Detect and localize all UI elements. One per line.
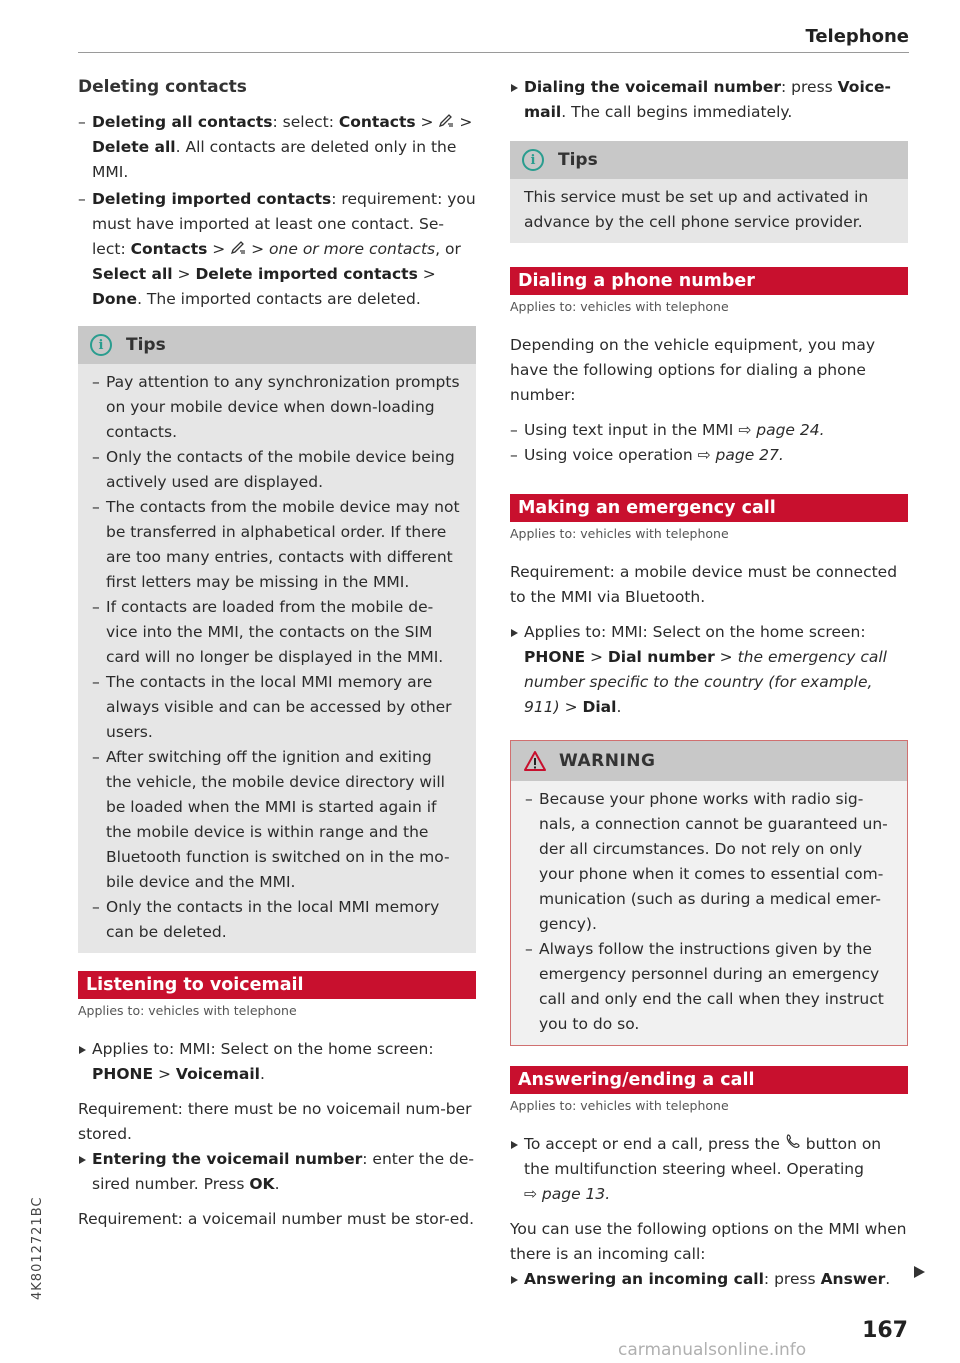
step-text: To accept or end a call, press the xyxy=(524,1135,785,1153)
warning-item: – Because your phone works with radio sig-nals, a connection cannot be guaranteed un-der all circumstances. Do not rely on only your phone when it comes to essential com-munication (such as during a medical emer-gency). xyxy=(525,787,893,937)
requirement-text: Requirement: there must be no voicemail num-ber stored. xyxy=(78,1100,472,1143)
step-text: . xyxy=(274,1175,280,1193)
instruction-step xyxy=(510,75,908,125)
instruction-step xyxy=(510,1267,908,1292)
ref-text: page 13. xyxy=(541,1185,611,1203)
tip-item: – The contacts from the mobile device may not be transferred in alphabetical order. If there are too many entries, contacts with different first letters may be missing in the MMI. xyxy=(92,495,462,595)
step-text: Applies to: MMI: Select on the home screen: xyxy=(92,1040,434,1058)
step-bold: PHONE xyxy=(524,648,586,666)
tips-label: Tips xyxy=(558,149,598,170)
instruction-step xyxy=(510,1132,908,1207)
list-item xyxy=(510,418,908,443)
document-code: 4K8012721BC xyxy=(30,1196,45,1300)
step-text: . The call begins immediately. xyxy=(561,103,793,121)
step-bold: OK xyxy=(249,1175,275,1193)
tip-item: – If contacts are loaded from the mobile de-vice into the MMI, the contacts on the SIM card will no longer be displayed in the MMI. xyxy=(92,595,462,670)
option-text: Using text input in the MMI xyxy=(524,421,734,439)
step-bold: PHONE xyxy=(92,1065,154,1083)
tips-box xyxy=(78,326,476,953)
step-text: . xyxy=(259,1065,265,1083)
step-bold: Answer xyxy=(820,1270,886,1288)
warning-body xyxy=(511,781,907,1045)
section-title-dialing: Dialing a phone number xyxy=(510,267,908,295)
tip-item: – Pay attention to any synchronization prompts on your mobile device when down-loading contacts. xyxy=(92,370,462,445)
warning-item: – Always follow the instructions given by the emergency personnel during an emergency call and only end the call when they instruct you to do so. xyxy=(525,937,893,1037)
item-text: : select: xyxy=(272,113,339,131)
tips-label: Tips xyxy=(126,334,166,355)
item-bold: Delete imported contacts xyxy=(195,265,418,283)
ref-text: page 27. xyxy=(715,446,784,464)
step-italic: the emergency call number specific to the country (for example, 911) xyxy=(524,648,887,716)
item-bold: Delete all xyxy=(92,138,176,156)
tips-body xyxy=(78,364,476,953)
step-text: : press xyxy=(763,1270,821,1288)
edit-list-icon xyxy=(230,240,246,258)
step-bold: Answering an incoming call xyxy=(524,1270,764,1288)
step-bold: Voice-mail xyxy=(524,78,891,121)
list-item xyxy=(78,187,476,312)
step-sep: > xyxy=(559,698,583,716)
instruction-step xyxy=(78,1147,476,1197)
item-text: > xyxy=(415,113,439,131)
tip-item: – Only the contacts in the local MMI memory can be deleted. xyxy=(92,895,462,945)
tip-item: – After switching off the ignition and exiting the vehicle, the mobile device directory will be loaded when the MMI is started again if the mobile device is within range and the Bluetooth function is switched on in the mo-bile device and the MMI. xyxy=(92,745,462,895)
item-italic: one or more contacts xyxy=(269,240,436,258)
item-bold: Contacts xyxy=(130,240,208,258)
tip-item: – Only the contacts of the mobile device being actively used are displayed. xyxy=(92,445,462,495)
step-sep: > xyxy=(714,648,738,666)
watermark: carmanualsonline.info xyxy=(618,1340,807,1360)
requirement-text: Requirement: a mobile device must be connected to the MMI via Bluetooth. xyxy=(510,563,898,606)
step-text: button on the multifunction steering wheel. Operating xyxy=(524,1135,882,1178)
item-bold: Select all xyxy=(92,265,173,283)
step-text: . xyxy=(616,698,622,716)
step-text: : enter the de-sired number. Press xyxy=(92,1150,475,1193)
item-text: > xyxy=(207,240,231,258)
instruction-step xyxy=(78,1037,476,1087)
page-reference[interactable]: ⇨ page 27. xyxy=(697,446,784,464)
deleting-contacts-heading: Deleting contacts xyxy=(78,77,247,97)
continue-arrow-icon xyxy=(914,1266,925,1278)
applies-to-note: Applies to: vehicles with telephone xyxy=(510,526,729,541)
step-bold: Dial xyxy=(582,698,617,716)
tips-header xyxy=(78,326,476,364)
warning-triangle-icon xyxy=(523,750,547,772)
edit-list-icon xyxy=(438,113,454,131)
step-bold: Entering the voicemail number xyxy=(92,1150,363,1168)
section-title-emergency: Making an emergency call xyxy=(510,494,908,522)
tip-item: – The contacts in the local MMI memory are always visible and can be accessed by other users. xyxy=(92,670,462,745)
applies-to-note: Applies to: vehicles with telephone xyxy=(510,1098,729,1113)
applies-to-note: Applies to: vehicles with telephone xyxy=(78,1003,297,1018)
step-text: . xyxy=(885,1270,891,1288)
item-text: : requirement: you must have imported at least one contact. Se-lect: xyxy=(92,190,476,258)
item-text: > xyxy=(172,265,196,283)
list-item xyxy=(78,110,476,185)
item-bold: Contacts xyxy=(338,113,416,131)
page-reference[interactable]: ⇨ page 13. xyxy=(524,1185,611,1203)
chapter-title: Telephone xyxy=(805,26,909,47)
item-text: > xyxy=(417,265,436,283)
right-column xyxy=(510,75,908,1292)
item-bold: Deleting all contacts xyxy=(92,113,273,131)
info-icon: i xyxy=(90,334,112,356)
step-sep: > xyxy=(153,1065,176,1083)
warning-header xyxy=(511,741,907,781)
item-bold: Done xyxy=(92,290,138,308)
page-number: 167 xyxy=(862,1318,908,1343)
tips-header xyxy=(510,141,908,179)
paragraph: Depending on the vehicle equipment, you may have the following options for dialing a phone number: xyxy=(510,336,876,404)
item-text: > xyxy=(454,113,473,131)
warning-box xyxy=(510,740,908,1046)
instruction-step xyxy=(510,620,908,720)
left-column xyxy=(78,75,476,1242)
step-bold: Dialing the voicemail number xyxy=(524,78,782,96)
ref-text: page 24. xyxy=(756,421,825,439)
item-text: > xyxy=(246,240,270,258)
item-bold: Deleting imported contacts xyxy=(92,190,332,208)
applies-to-note: Applies to: vehicles with telephone xyxy=(510,299,729,314)
item-text: . All contacts are deleted only in the MMI. xyxy=(92,138,457,181)
paragraph: You can use the following options on the MMI when there is an incoming call: xyxy=(510,1220,907,1263)
phone-handset-icon xyxy=(785,1135,801,1153)
requirement-text: Requirement: a voicemail number must be stor-ed. xyxy=(78,1210,475,1228)
info-icon: i xyxy=(522,149,544,171)
item-text: . The imported contacts are deleted. xyxy=(137,290,421,308)
step-bold: Voicemail xyxy=(175,1065,260,1083)
page-header xyxy=(78,22,909,53)
warning-label: WARNING xyxy=(559,750,656,771)
step-bold: Dial number xyxy=(607,648,715,666)
page-reference[interactable]: ⇨ page 24. xyxy=(738,421,825,439)
step-text: Applies to: MMI: Select on the home screen: xyxy=(524,623,866,641)
tips-body: This service must be set up and activated in advance by the cell phone service provider. xyxy=(524,188,869,231)
item-text: , or xyxy=(435,240,461,258)
option-text: Using voice operation xyxy=(524,446,693,464)
section-title-voicemail: Listening to voicemail xyxy=(78,971,476,999)
list-item xyxy=(510,443,908,468)
section-title-answering: Answering/ending a call xyxy=(510,1066,908,1094)
step-sep: > xyxy=(585,648,608,666)
step-text: : press xyxy=(781,78,838,96)
tips-box xyxy=(510,141,908,243)
